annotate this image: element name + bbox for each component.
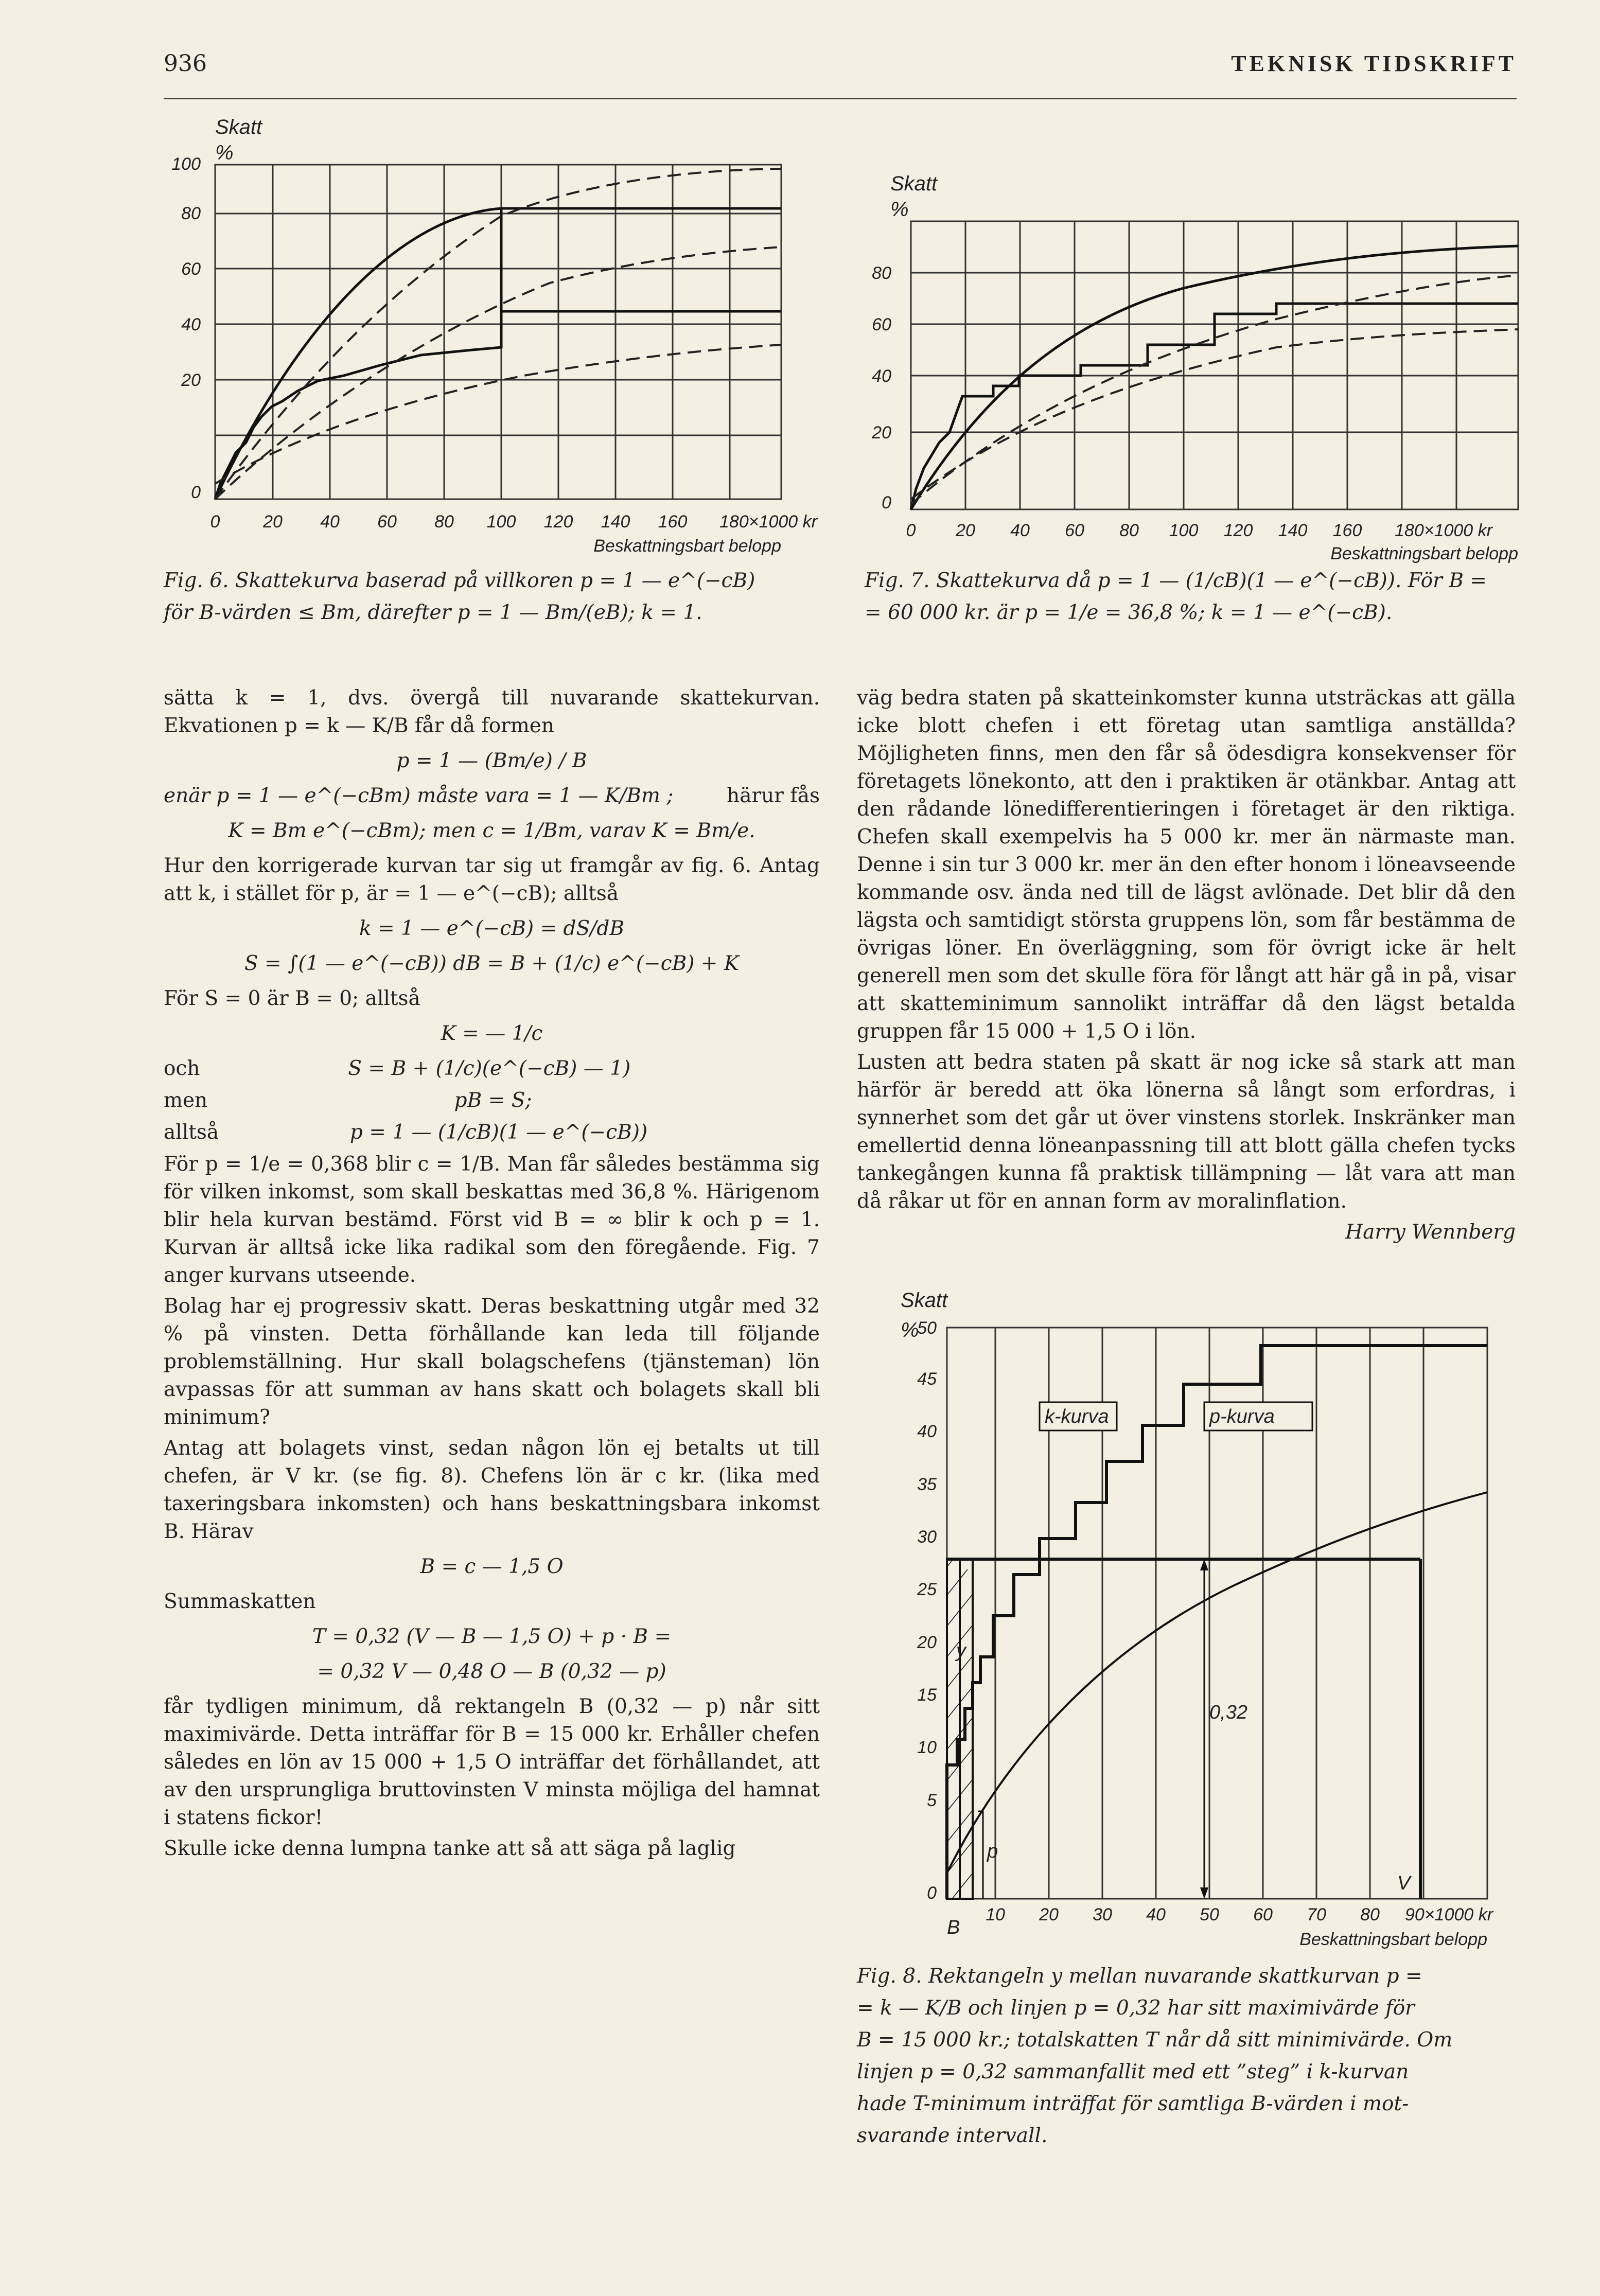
line-032-label: 0,32	[1209, 1702, 1247, 1723]
figure-6-caption	[164, 565, 843, 629]
figure-8-caption	[857, 1961, 1516, 2152]
fig7-ylabel-unit: %	[890, 198, 909, 221]
equation: K = — 1/c	[441, 1022, 543, 1045]
fig7-xtick: 140	[1278, 521, 1308, 540]
rectangle-y-label: y	[956, 1640, 966, 1662]
equation: T = 0,32 (V — B — 1,5 O) + p · B =	[312, 1625, 672, 1648]
equation: S = B + (1/c)(e^(−cB) — 1)	[348, 1057, 631, 1080]
fig8-ytick: 20	[917, 1633, 937, 1652]
p-curve-label: p-kurva	[1209, 1406, 1275, 1427]
fig6-xtick: 40	[320, 512, 340, 532]
fig8-xtick: 70	[1307, 1905, 1326, 1924]
equation: B = c — 1,5 O	[420, 1555, 564, 1578]
right-paragraph: Lusten att bedra staten på skatt är nog icke så stark att man härför är beredd att öka lönerna så långt som erfordras, i synnerhet som det går ut över vinstens storlek. Inskränker man emellertid denna löneanpassning till att blott gälla chefen tycks tankegången kunna få praktisk tillämpning — låt vara att man då råkar ut för en annan form av moralinflation.	[857, 1051, 1516, 1213]
fig6-ytick: 60	[181, 259, 201, 279]
fig7-ytick: 80	[872, 263, 891, 283]
equation-trailing-text: härur fås	[727, 784, 820, 807]
profit-V-label: V	[1397, 1873, 1411, 1894]
label-och: och	[164, 1057, 200, 1080]
fig6-ytick: 100	[171, 154, 201, 174]
fig6-xtick: 140	[601, 512, 630, 532]
left-paragraph: sätta k = 1, dvs. övergå till nuvarande skattekurvan. Ekvationen p = k — K/B får då formen	[164, 686, 820, 737]
left-paragraph: Hur den korrigerade kurvan tar sig ut framgår av fig. 6. Antag att k, i stället för p, är = 1 — e^(−cB); alltså	[164, 854, 820, 905]
figure-8-chart	[875, 1286, 1523, 1955]
fig8-xtick: 50	[1200, 1905, 1219, 1924]
fig7-ytick: 60	[872, 315, 891, 334]
label-men: men	[164, 1089, 208, 1112]
fig6-caption-line: Fig. 6. Skattekurva baserad på villkoren p = 1 — e^(−cB)	[164, 569, 755, 592]
fig7-xtick: 80	[1119, 521, 1139, 540]
equation-line	[164, 782, 820, 810]
fig6-ylabel-title: Skatt	[215, 116, 262, 138]
fig8-ytick: 50	[917, 1318, 937, 1338]
left-paragraph: Bolag har ej progressiv skatt. Deras beskattning utgår med 32 % på vinsten. Detta förhållande kan leda till följande problemställning. Hur skall bolagschefens (tjänsteman) lön avpassas för att summan av hans skatt och bolagets skall bli minimum?	[164, 1295, 820, 1429]
equation: K = Bm e^(−cBm); men c = 1/Bm, varav K = Bm/e.	[228, 819, 755, 842]
figure-6	[164, 113, 843, 561]
right-paragraph: väg bedra staten på skatteinkomster kunna utsträckas att gälla icke blott chefen i ett företag utan samtliga anställda? Möjligheten finns, men den får så ödesdigra konsekvenser för företagets lönekonto, att den i praktiken är otänkbar. Antag att den rådande lönedifferentieringen i företaget är den riktiga. Chefen skall exempelvis ha 5 000 kr. mer än närmaste man. Denne i sin tur 3 000 kr. mer än den efter honom i löneavseende kommande osv. ända ned till de lägst avlönade. Det blir då den lägsta och samtidigt största gruppens lön, som får bestämma de övrigas löner. En överläggning, som för övrigt icke är helt generell men som det skulle föra för långt att här gå in på, visar att skatteminimum sannolikt inträffar då den lägst betalda gruppen får 15 000 + 1,5 O i lön.	[857, 686, 1516, 1043]
figure-7-caption	[865, 565, 1518, 629]
fig8-ytick: 45	[917, 1369, 937, 1389]
fig7-ytick: 20	[872, 423, 891, 443]
equation: pB = S;	[454, 1089, 532, 1112]
fig8-ytick: 0	[927, 1883, 937, 1903]
left-paragraph: Skulle icke denna lumpna tanke att så att säga på laglig	[164, 1837, 736, 1860]
author-signature: Harry Wennberg	[1345, 1221, 1516, 1244]
fig8-caption-line: = k — K/B och linjen p = 0,32 har sitt maximivärde för	[857, 1997, 1415, 2020]
fig7-xtick: 20	[956, 521, 975, 540]
equation: = 0,32 V — 0,48 O — B (0,32 — p)	[317, 1660, 666, 1683]
left-paragraph: Antag att bolagets vinst, sedan någon lön ej betalts ut till chefen, är V kr. (se fig. 8). Chefens lön är c kr. (lika med taxeringsbara inkomsten) och hans beskattningsbara inkomst B. Härav	[164, 1437, 820, 1543]
fig6-ylabel-unit: %	[215, 142, 234, 164]
fig6-xtick: 80	[434, 512, 454, 532]
figure-7-chart	[865, 170, 1534, 571]
fig8-xlabel: Beskattningsbart belopp	[1299, 1930, 1487, 1949]
figure-8	[875, 1286, 1523, 1955]
p-brace-label: p	[987, 1841, 998, 1862]
fig6-xtick: 180×1000 kr	[719, 512, 817, 532]
fig7-ytick: 0	[882, 493, 891, 513]
fig7-xtick: 100	[1169, 521, 1199, 540]
right-column	[857, 684, 1516, 1246]
fig8-xtick: 30	[1093, 1905, 1112, 1924]
fig7-xtick: 40	[1010, 521, 1030, 540]
fig6-xtick: 160	[658, 512, 688, 532]
fig8-xtick: 40	[1146, 1905, 1166, 1924]
header-rule	[164, 98, 1517, 99]
fig8-ytick: 35	[917, 1475, 937, 1494]
fig8-ytick: 40	[917, 1422, 937, 1441]
fig7-ytick: 40	[872, 366, 891, 386]
k-curve-label: k-kurva	[1045, 1406, 1109, 1427]
fig8-ytick: 5	[927, 1791, 937, 1810]
fig6-xtick: 120	[543, 512, 573, 532]
fig8-caption-line: svarande intervall.	[857, 2124, 1048, 2147]
equation: k = 1 — e^(−cB) = dS/dB	[359, 917, 624, 940]
fig6-caption-line: för B-värden ≤ Bm, därefter p = 1 — Bm/(eB); k = 1.	[164, 601, 702, 624]
left-paragraph: får tydligen minimum, då rektangeln B (0,32 — p) når sitt maximivärde. Detta inträffar för B = 15 000 kr. Erhåller chefen således en lön av 15 000 + 1,5 O inträffar det förhållandet, att av den ursprungliga bruttovinsten V minsta möjliga del hamnat i statens fickor!	[164, 1695, 820, 1829]
fig8-ytick: 25	[917, 1580, 937, 1599]
left-paragraph: För p = 1/e = 0,368 blir c = 1/B. Man får således bestämma sig för vilken inkomst, som skall beskattas med 36,8 %. Härigenom blir hela kurvan bestämd. Först vid B = ∞ blir k och p = 1. Kurvan är alltså icke lika radikal som den föregående. Fig. 7 anger kurvans utseende.	[164, 1153, 820, 1287]
journal-title: TEKNISK TIDSKRIFT	[1231, 51, 1517, 76]
fig6-ytick: 40	[181, 315, 201, 334]
fig7-xtick: 60	[1065, 521, 1084, 540]
label-summaskatten: Summaskatten	[164, 1590, 316, 1613]
fig7-caption-line: Fig. 7. Skattekurva då p = 1 — (1/cB)(1 — e^(−cB)). För B =	[865, 569, 1487, 592]
fig8-ytick: 15	[917, 1685, 937, 1705]
fig8-ytick: 30	[917, 1527, 937, 1547]
fig8-xtick: 90×1000 kr	[1405, 1905, 1493, 1924]
left-column	[164, 684, 820, 1866]
fig6-xtick: 100	[486, 512, 516, 532]
fig6-ytick: 20	[181, 370, 201, 390]
fig8-caption-line: B = 15 000 kr.; totalskatten T når då sitt minimivärde. Om	[857, 2028, 1453, 2052]
fig8-ylabel-unit: %	[901, 1319, 919, 1341]
fig7-xlabel: Beskattningsbart belopp	[1330, 544, 1518, 563]
fig8-caption-line: linjen p = 0,32 sammanfallit med ett ”steg” i k-kurvan	[857, 2060, 1409, 2083]
equation-line	[164, 1087, 820, 1115]
fig8-ytick: 10	[917, 1738, 937, 1757]
fig6-xtick: 20	[263, 512, 283, 532]
fig6-xtick: 60	[377, 512, 397, 532]
fig7-caption-line: = 60 000 kr. är p = 1/e = 36,8 %; k = 1 — e^(−cB).	[865, 601, 1393, 624]
fig8-caption-line: hade T-minimum inträffat för samtliga B-värden i mot-	[857, 2092, 1409, 2115]
equation: enär p = 1 — e^(−cBm) måste vara = 1 — K/Bm ;	[164, 784, 674, 807]
fig7-xtick: 160	[1332, 521, 1362, 540]
equation: S = ∫(1 — e^(−cB)) dB = B + (1/c) e^(−cB) + K	[244, 952, 740, 975]
fig8-ylabel-title: Skatt	[901, 1289, 948, 1312]
label-alltsa: alltså	[164, 1121, 219, 1144]
equation-line	[164, 1119, 820, 1146]
fig7-xtick: 120	[1223, 521, 1253, 540]
income-B-label: B	[947, 1917, 960, 1938]
fig6-ytick: 0	[191, 483, 201, 502]
fig7-xtick: 180×1000 kr	[1395, 521, 1492, 540]
fig8-xtick: 10	[986, 1905, 1005, 1924]
left-paragraph: För S = 0 är B = 0; alltså	[164, 987, 420, 1010]
fig7-ylabel-title: Skatt	[890, 172, 938, 195]
page-number: 936	[164, 50, 207, 77]
fig6-xtick: 0	[210, 512, 220, 532]
fig8-xtick: 20	[1039, 1905, 1059, 1924]
fig6-ytick: 80	[181, 204, 201, 223]
equation: p = 1 — (1/cB)(1 — e^(−cB))	[349, 1121, 648, 1144]
figure-7	[865, 170, 1534, 571]
figure-6-chart	[164, 113, 843, 561]
equation: p = 1 — (Bm/e) / B	[396, 749, 587, 772]
equation-line	[164, 1055, 820, 1083]
fig8-xtick: 80	[1360, 1905, 1380, 1924]
fig6-xlabel: Beskattningsbart belopp	[593, 536, 781, 556]
fig7-xtick: 0	[906, 521, 916, 540]
fig8-caption-line: Fig. 8. Rektangeln y mellan nuvarande skattkurvan p =	[857, 1965, 1422, 1988]
fig8-xtick: 60	[1253, 1905, 1273, 1924]
